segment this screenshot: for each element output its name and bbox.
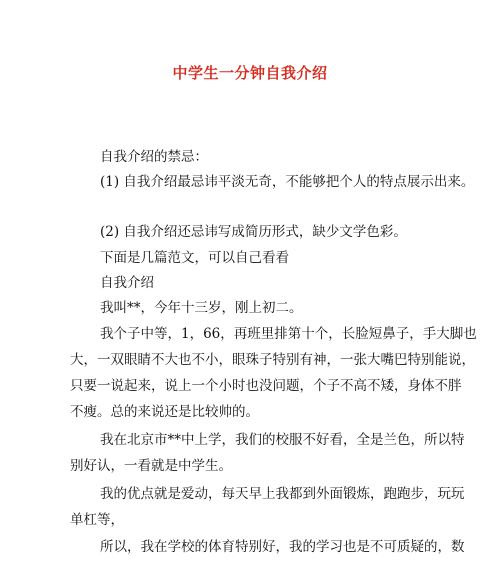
paragraph-3-line: 我在北京市**中上学，我们的校服不好看，全是兰色，所以特 [100,432,465,448]
taboo-item-1: (1) 自我介绍最忌讳平淡无奇，不能够把个人的特点展示出来。 [100,174,475,190]
paragraph-4-line: 我的优点就是爱动，每天早上我都到外面锻炼，跑跑步，玩玩 [100,486,465,502]
sample-heading: 自我介绍 [100,275,154,291]
paragraph-2-line: 我个子中等，1，66，再班里排第十个，长脸短鼻子，手大脚也 [100,326,477,342]
paragraph-2-line: 大，一双眼睛不大也不小，眼珠子特别有神，一张大嘴巴特别能说， [70,352,475,368]
document-title: 中学生一分钟自我介绍 [172,64,328,82]
paragraph-4-line: 单杠等， [70,512,124,528]
sample-intro: 下面是几篇范文，可以自己看看 [100,250,289,266]
taboo-heading: 自我介绍的禁忌： [100,149,208,165]
taboo-item-2: (2) 自我介绍还忌讳写成简历形式，缺少文学色彩。 [100,224,407,240]
paragraph-3-line: 别好认，一看就是中学生。 [70,458,232,474]
paragraph-5-line: 所以，我在学校的体育特别好，我的学习也是不可质疑的，数 [100,539,465,555]
paragraph-1: 我叫**，今年十三岁，刚上初二。 [100,300,303,316]
paragraph-2-line: 只要一说起来，说上一个小时也没问题，个子不高不矮，身体不胖 [70,378,462,394]
paragraph-2-line: 不瘦。总的来说还是比较帅的。 [70,404,259,420]
